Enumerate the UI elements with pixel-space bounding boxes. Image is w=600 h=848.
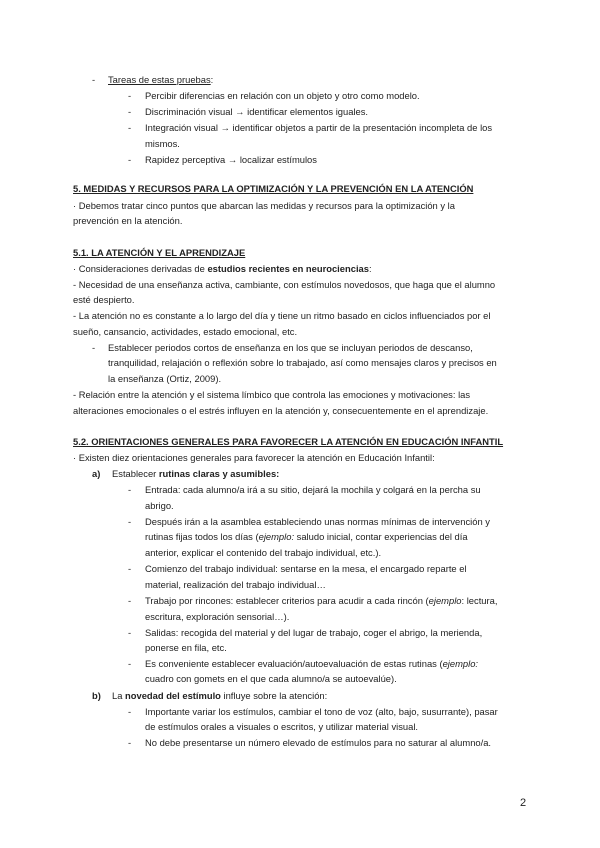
paragraph-line: esté despierto. <box>73 294 135 305</box>
sub-item: Después irán a la asamblea estableciendo unas normas mínimas de intervención y <box>145 516 490 527</box>
bullet-dash: - <box>128 706 132 717</box>
tasks-line: Tareas de estas pruebas: <box>108 74 214 85</box>
sub-item: Es conveniente establecer evaluación/autoevaluación de estas rutinas (ejemplo: <box>145 658 479 669</box>
section-5-1-heading: 5.1. LA ATENCIÓN Y EL APRENDIZAJE <box>73 247 246 258</box>
sub-item-cont: anterior, explicar el contenido del trabajo individual, etc.). <box>145 547 382 558</box>
paragraph-line: prevención en la atención. <box>73 215 183 226</box>
sub-item-cont: escritura, exploración sensorial…). <box>145 611 290 622</box>
sub-item-cont: abrigo. <box>145 500 174 511</box>
sub-item: Trabajo por rincones: establecer criterios para acudir a cada rincón (ejemplo: lectura, <box>145 595 498 606</box>
paragraph-line: alteraciones emocionales o el estrés influyen en la atención y, consecuentemente en el aprendizaje. <box>73 405 489 416</box>
sub-item: Comienzo del trabajo individual: sentarse en la mesa, el encargado reparte el <box>145 563 467 574</box>
page-number: 2 <box>520 797 527 809</box>
task-item: Rapidez perceptiva → localizar estímulos <box>145 154 317 165</box>
bullet-dash: - <box>128 122 132 133</box>
bullet-dash: - <box>128 516 132 527</box>
paragraph-line: - Relación entre la atención y el sistema límbico que controla las emociones y motivaciones: las <box>73 389 471 400</box>
sub-item-cont: de estímulos orales a visuales o escritos, y utilizar material visual. <box>145 721 419 732</box>
sub-item: Salidas: recogida del material y del lugar de trabajo, coger el abrigo, la merienda, <box>145 627 483 638</box>
paragraph-line: · Debemos tratar cinco puntos que abarcan las medidas y recursos para la optimización y la <box>73 200 455 211</box>
bullet-dash: - <box>128 90 132 101</box>
list-label-b: b) <box>92 690 101 701</box>
paragraph-line: · Existen diez orientaciones generales para favorecer la atención en Educación Infantil: <box>73 452 435 463</box>
task-item: Integración visual → identificar objetos a partir de la presentación incompleta de los <box>145 122 493 133</box>
paragraph-line: la enseñanza (Ortiz, 2009). <box>108 373 222 384</box>
section-5-heading: 5. MEDIDAS Y RECURSOS PARA LA OPTIMIZACIÓN Y LA PREVENCIÓN EN LA ATENCIÓN <box>73 183 474 194</box>
bullet-dash: - <box>128 658 132 669</box>
bullet-dash: - <box>92 74 96 85</box>
sub-item-cont: rutinas fijas todos los días (ejemplo: saludo inicial, contar experiencias del día <box>145 531 468 542</box>
bullet-dash: - <box>128 106 132 117</box>
bullet-dash: - <box>128 595 132 606</box>
bullet-dash: - <box>128 154 132 165</box>
list-label-a: a) <box>92 468 101 479</box>
sub-item-cont: cuadro con gomets en el que cada alumno/a se autoevalúe). <box>145 673 397 684</box>
sub-item-cont: material, realización del trabajo individual… <box>145 579 326 590</box>
bullet-dash: - <box>128 484 132 495</box>
bullet-dash: - <box>128 563 132 574</box>
paragraph-line: - Necesidad de una enseñanza activa, cambiante, con estímulos novedosos, que haga que el alumno <box>73 279 496 290</box>
task-item: Percibir diferencias en relación con un objeto y otro como modelo. <box>145 90 420 101</box>
section-5-2-heading: 5.2. ORIENTACIONES GENERALES PARA FAVORECER LA ATENCIÓN EN EDUCACIÓN INFANTIL <box>73 436 504 447</box>
task-item: Discriminación visual → identificar elementos iguales. <box>145 106 369 117</box>
bullet-dash: - <box>128 737 132 748</box>
paragraph-line: · Consideraciones derivadas de estudios recientes en neurociencias: <box>73 263 372 274</box>
paragraph-line: Establecer periodos cortos de enseñanza en los que se incluyan periodos de descanso, <box>108 342 473 353</box>
paragraph-line: tranquilidad, relajación o reflexión sobre lo trabajado, así como mensajes claros y precisos en <box>108 357 497 368</box>
sub-item-cont: ponerse en fila, etc. <box>145 642 227 653</box>
list-item-a: Establecer rutinas claras y asumibles: <box>112 468 280 479</box>
sub-item: Entrada: cada alumno/a irá a su sitio, dejará la mochila y colgará en la percha su <box>145 484 481 495</box>
sub-item: No debe presentarse un número elevado de estímulos para no saturar al alumno/a. <box>145 737 492 748</box>
list-item-b: La novedad del estímulo influye sobre la atención: <box>112 690 328 701</box>
paragraph-line: sueño, cansancio, actividades, estado emocional, etc. <box>73 326 298 337</box>
sub-item: Importante variar los estímulos, cambiar el tono de voz (alto, bajo, susurrante), pasar <box>145 706 498 717</box>
task-item-cont: mismos. <box>145 138 180 149</box>
bullet-dash: - <box>128 627 132 638</box>
bullet-dash: - <box>92 342 96 353</box>
paragraph-line: - La atención no es constante a lo largo del día y tiene un ritmo basado en ciclos influenciados por el <box>73 310 491 321</box>
